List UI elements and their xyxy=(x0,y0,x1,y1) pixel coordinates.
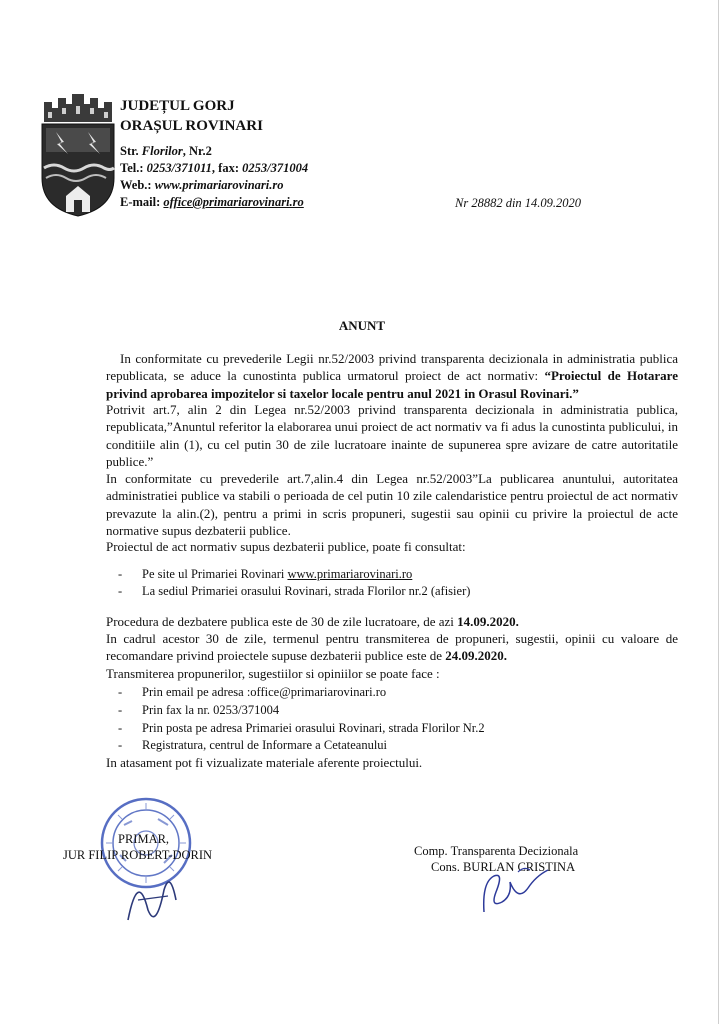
consult-item-office-text: La sediul Primariei orasului Rovinari, strada Florilor nr.2 (afisier) xyxy=(142,584,471,598)
email-line xyxy=(120,195,304,210)
send-item-post-text: Prin posta pe adresa Primariei orasului Rovinari, strada Florilor Nr.2 xyxy=(142,721,485,735)
project-title: “Proiectul de Hotarare privind aprobarea impozitelor si taxelor locale pentru anul 2021 in Orasul Rovinari.” xyxy=(106,368,678,401)
scan-edge-line xyxy=(718,0,719,1024)
email-label: E-mail: xyxy=(120,195,164,209)
send-item-post xyxy=(118,720,485,737)
send-item-registry-text: Registratura, centrul de Informare a Cetateanului xyxy=(142,738,388,752)
county-name: JUDEȚUL GORJ xyxy=(120,98,235,114)
dash-marker: - xyxy=(118,738,123,752)
fax-label: , fax: xyxy=(211,161,243,175)
web-line xyxy=(120,178,283,193)
paragraph-3: In conformitate cu prevederile art.7,alin.4 din Legea nr.52/2003”La publicarea anuntului, autoritatea administratiei publice va stabili o perioada de cel putin 10 zile calendaristice pentru proiectul de act normativ prevazute la alin.(2), pentru a primi in scris propuneri, sugestii sau opinii cu privire la proiectul de acte normative supus dezbaterii publice. xyxy=(106,471,678,538)
mayor-signature-image xyxy=(118,860,188,930)
deadline-date: 24.09.2020. xyxy=(445,648,508,664)
registration-number: Nr 28882 din 14.09.2020 xyxy=(455,196,582,210)
street-name: Florilor xyxy=(141,144,183,158)
paragraph-6 xyxy=(106,630,678,665)
consult-item-site xyxy=(118,566,412,583)
dash-marker: - xyxy=(118,685,123,699)
paragraph-2: Potrivit art.7, alin 2 din Legea nr.52/2003 privind transparenta decizionala in administratia publica, republicata,”Anuntul referitor la elaborarea unui proiect de act normativ va fi adus la cunostinta publicului, in conditiile alin (1), cu cel putin 30 de zile lucratoare inainte de supunerea spre avizare de catre autoritatile publice.” xyxy=(106,402,678,469)
consult-item-office xyxy=(118,583,470,600)
start-date: 14.09.2020. xyxy=(457,614,519,629)
paragraph-7: Transmiterea propunerilor, sugestiilor si opiniilor se poate face : xyxy=(106,666,440,681)
dash-marker: - xyxy=(118,721,123,735)
consult-item-site-text: Pe site ul Primariei Rovinari xyxy=(142,567,288,581)
tel-value: 0253/371011 xyxy=(146,161,212,175)
paragraph-5-text: Procedura de dezbatere publica este de 30 de zile lucratoare, de azi xyxy=(106,614,458,629)
street-prefix: Str. xyxy=(120,144,142,158)
paragraph-8: In atasament pot fi vizualizate materiale aferente proiectului. xyxy=(106,755,423,770)
paragraph-1 xyxy=(106,350,678,402)
phone-line xyxy=(120,161,308,176)
street-number: , Nr.2 xyxy=(182,144,212,158)
document-title: ANUNT xyxy=(338,318,386,333)
paragraph-5 xyxy=(106,613,678,630)
send-item-fax xyxy=(118,702,279,719)
paragraph-6-text: In cadrul acestor 30 de zile, termenul pentru transmiterea de propuneri, sugestii, opinii cu valoare de recomandare privind proiectele supuse dezbaterii publice este de xyxy=(106,631,678,664)
councillor-name: Cons. BURLAN CRISTINA xyxy=(431,860,576,874)
town-name: ORAȘUL ROVINARI xyxy=(120,118,263,134)
paragraph-4: Proiectul de act normativ supus dezbaterii publice, poate fi consultat: xyxy=(106,539,466,554)
paragraph-1-text: In conformitate cu prevederile Legii nr.52/2003 privind transparenta decizionala in administratia publica republicata, se aduce la cunostinta publica urmatorul proiect de act normativ: xyxy=(106,351,678,384)
coat-of-arms-logo xyxy=(38,92,118,220)
mayor-title: PRIMAR, xyxy=(118,832,170,846)
councillor-signature-image xyxy=(478,852,558,922)
dash-marker: - xyxy=(118,584,123,598)
department-title: Comp. Transparenta Decizionala xyxy=(414,844,579,858)
fax-value: 0253/371004 xyxy=(242,161,309,175)
send-item-registry xyxy=(118,737,387,754)
tel-label: Tel.: xyxy=(120,161,147,175)
web-label: Web.: xyxy=(120,178,155,192)
send-item-email-text: Prin email pe adresa :office@primariarovinari.ro xyxy=(142,685,387,699)
dash-marker: - xyxy=(118,703,123,717)
send-item-fax-text: Prin fax la nr. 0253/371004 xyxy=(142,703,280,717)
email-link[interactable]: office@primariarovinari.ro xyxy=(163,195,304,209)
website-link[interactable]: www.primariarovinari.ro xyxy=(287,567,413,581)
send-item-email xyxy=(118,684,386,701)
dash-marker: - xyxy=(118,567,123,581)
address-line xyxy=(120,144,212,159)
web-link[interactable]: www.primariarovinari.ro xyxy=(154,178,284,192)
mayor-name: JUR FILIP ROBERT-DORIN xyxy=(63,848,213,862)
